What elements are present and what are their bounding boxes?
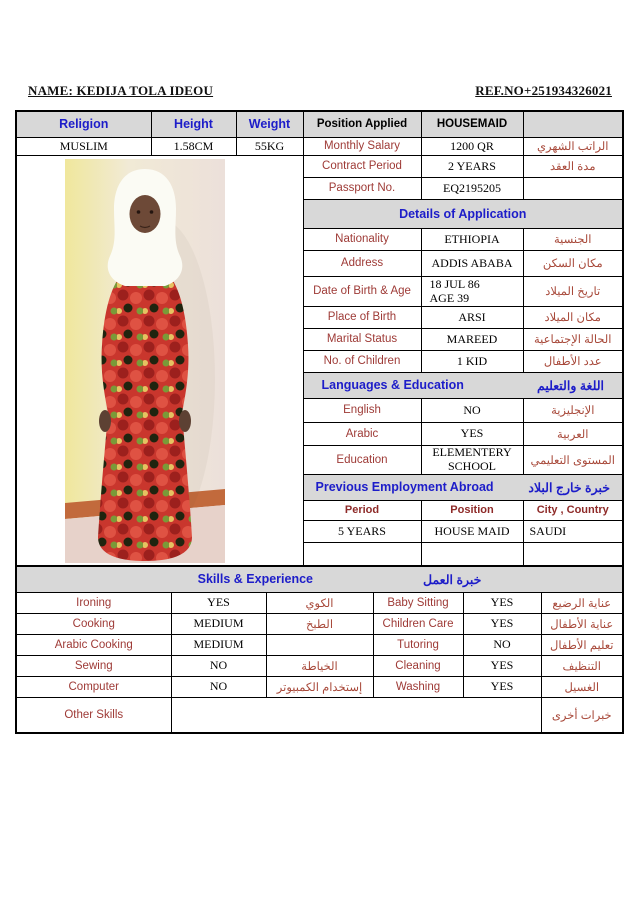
children-care-value: YES [463,613,541,634]
arabic-cooking-value: MEDIUM [171,634,266,655]
employment-period-value: 5 YEARS [303,520,421,542]
left-hand [99,410,111,432]
details-of-application-banner: Details of Application [303,199,623,228]
previous-employment-banner [303,474,623,500]
skills-table [15,565,624,734]
cleaning-label: Cleaning [373,655,463,676]
applicant-name: NAME: KEDIJA TOLA IDEOU [28,83,214,98]
weight-header: Weight [236,111,303,137]
skills-row-other [16,697,623,733]
english-label: English [303,398,421,422]
contract-period-arabic: مدة العقد [523,155,623,177]
employment-position-value: HOUSE MAID [421,520,523,542]
arabic-value: YES [421,422,523,445]
cleaning-value: YES [463,655,541,676]
employment-city-value: SAUDI [523,520,623,542]
skills-row-cooking [16,613,623,634]
computer-label: Computer [16,676,171,697]
skills-row-arabic-cooking [16,634,623,655]
washing-value: YES [463,676,541,697]
children-arabic: عدد الأطفال [523,350,623,372]
period-header: Period [303,500,421,520]
baby-sitting-value: YES [463,592,541,613]
nationality-value: ETHIOPIA [421,228,523,250]
children-value: 1 KID [421,350,523,372]
city-country-header: City , Country [523,500,623,520]
monthly-salary-label: Monthly Salary [303,137,421,155]
skills-experience-title: Skills & Experience [197,572,313,587]
education-label: Education [303,445,421,474]
education-arabic: المستوى التعليمي [523,445,623,474]
sewing-label: Sewing [16,655,171,676]
employment-position-empty [421,542,523,567]
languages-education-banner [303,372,623,398]
sewing-arabic: الخياطة [266,655,373,676]
cooking-value: MEDIUM [171,613,266,634]
cooking-arabic: الطبخ [266,613,373,634]
contract-period-label: Contract Period [303,155,421,177]
weight-value: 55KG [236,137,303,155]
height-value: 1.58CM [151,137,236,155]
baby-sitting-arabic: عناية الرضيع [541,592,623,613]
right-hand [179,410,191,432]
languages-education-title: Languages & Education [321,378,464,392]
employment-city-empty [523,542,623,567]
arabic-cooking-arabic [266,634,373,655]
previous-employment-title: Previous Employment Abroad [315,480,494,494]
nationality-label: Nationality [303,228,421,250]
dob-label: Date of Birth & Age [303,276,421,306]
dob-age: AGE 39 [429,291,470,305]
passport-value: EQ2195205 [421,177,523,199]
applicant-photo [65,159,225,563]
reference-number: REF.NO+251934326021 [475,83,612,98]
nationality-arabic: الجنسية [523,228,623,250]
place-of-birth-value: ARSI [421,306,523,328]
washing-arabic: الغسيل [541,676,623,697]
empty-header-cell [523,111,623,137]
place-of-birth-arabic: مكان الميلاد [523,306,623,328]
other-skills-arabic: خبرات أخرى [541,697,623,733]
other-skills-empty-cell [171,697,541,733]
english-value: NO [421,398,523,422]
height-header: Height [151,111,236,137]
address-label: Address [303,250,421,276]
address-arabic: مكان السكن [523,250,623,276]
computer-value: NO [171,676,266,697]
position-applied-header: Position Applied [303,111,421,137]
left-eye [137,210,141,214]
religion-header: Religion [16,111,151,137]
previous-employment-title-arabic: خبرة خارج البلاد [528,480,610,495]
ironing-arabic: الكوي [266,592,373,613]
position-header: Position [421,500,523,520]
passport-arabic [523,177,623,199]
monthly-salary-value: 1200 QR [421,137,523,155]
arabic-arabic: العربية [523,422,623,445]
ironing-value: YES [171,592,266,613]
baby-sitting-label: Baby Sitting [373,592,463,613]
languages-education-title-arabic: اللغة والتعليم [537,378,604,393]
skills-row-sewing [16,655,623,676]
sewing-value: NO [171,655,266,676]
arabic-label: Arabic [303,422,421,445]
dob-value [421,276,523,306]
skills-row-ironing [16,592,623,613]
cleaning-arabic: التنظيف [541,655,623,676]
passport-label: Passport No. [303,177,421,199]
row-contract-period [16,155,623,177]
tutoring-arabic: تعليم الأطفال [541,634,623,655]
washing-label: Washing [373,676,463,697]
skills-banner-row [16,566,623,592]
other-skills-label: Other Skills [16,697,171,733]
marital-status-value: MAREED [421,328,523,350]
row-basic-values [16,137,623,155]
right-eye [150,210,154,214]
floral-dress [98,275,192,561]
children-care-arabic: عناية الأطفال [541,613,623,634]
marital-status-label: Marital Status [303,328,421,350]
position-applied-value: HOUSEMAID [421,111,523,137]
dob-date: 18 JUL 86 [429,276,480,291]
children-label: No. of Children [303,350,421,372]
address-value: ADDIS ABABA [421,250,523,276]
applicant-photo-illustration [65,159,225,563]
computer-arabic: إستخدام الكمبيوتر [266,676,373,697]
arabic-cooking-label: Arabic Cooking [16,634,171,655]
english-arabic: الإنجليزية [523,398,623,422]
skills-experience-title-arabic: خبرة العمل [422,572,482,587]
skills-row-computer [16,676,623,697]
marital-status-arabic: الحالة الإجتماعية [523,328,623,350]
religion-value: MUSLIM [16,137,151,155]
cooking-label: Cooking [16,613,171,634]
skills-experience-banner [16,566,623,592]
top-header-row [16,111,623,137]
contract-period-value: 2 YEARS [421,155,523,177]
place-of-birth-label: Place of Birth [303,306,421,328]
document-header [28,83,612,99]
monthly-salary-arabic: الراتب الشهري [523,137,623,155]
ironing-label: Ironing [16,592,171,613]
tutoring-label: Tutoring [373,634,463,655]
children-care-label: Children Care [373,613,463,634]
applicant-photo-cell [16,155,303,567]
education-value: ELEMENTERY SCHOOL [421,445,523,474]
application-table [15,110,624,568]
dob-arabic: تاريخ الميلاد [523,276,623,306]
tutoring-value: NO [463,634,541,655]
employment-period-empty [303,542,421,567]
